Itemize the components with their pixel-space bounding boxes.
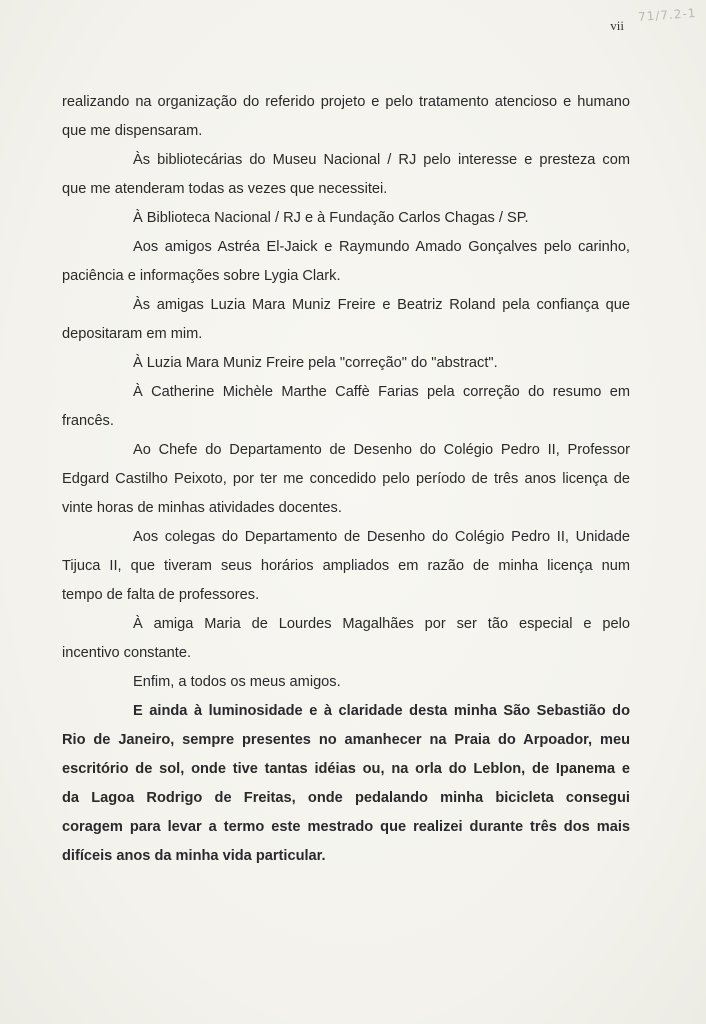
text-line: vinte horas de minhas atividades docentes. (62, 500, 342, 516)
text-line: tempo de falta de professores. (62, 587, 260, 603)
text-line: À Biblioteca Nacional / RJ e à Fundação Carlos Chagas / SP. (133, 210, 529, 226)
text-line: Às bibliotecárias do Museu Nacional / RJ pelo interesse e presteza com (133, 152, 630, 168)
text-line: difíceis anos da minha vida particular. (62, 848, 326, 864)
text-line: escritório de sol, onde tive tantas idéias ou, na orla do Leblon, de Ipanema e (62, 761, 630, 777)
text-line: incentivo constante. (62, 645, 191, 661)
text-line: francês. (62, 413, 114, 429)
page-number: vii (610, 18, 624, 33)
text-line: paciência e informações sobre Lygia Clark. (62, 268, 341, 284)
text-line: E ainda à luminosidade e à claridade desta minha São Sebastião do (133, 703, 630, 719)
text-line: que me atenderam todas as vezes que necessitei. (62, 181, 388, 197)
text-line: À Catherine Michèle Marthe Caffè Farias pela correção do resumo em (133, 384, 630, 400)
text-line: Tijuca II, que tiveram seus horários ampliados em razão de minha licença num (62, 558, 630, 574)
text-line: coragem para levar a termo este mestrado que realizei durante três dos mais (62, 819, 630, 835)
text-line: depositaram em mim. (62, 326, 203, 342)
text-line: realizando na organização do referido projeto e pelo tratamento atencioso e humano (62, 94, 630, 110)
text-line: da Lagoa Rodrigo de Freitas, onde pedalando minha bicicleta consegui (62, 790, 630, 806)
text-line: À amiga Maria de Lourdes Magalhães por ser tão especial e pelo (133, 616, 630, 632)
pencil-annotation: 71/7.2-1 (637, 5, 697, 25)
text-line: À Luzia Mara Muniz Freire pela "correção" do "abstract". (133, 355, 498, 371)
text-line: Aos amigos Astréa El-Jaick e Raymundo Amado Gonçalves pelo carinho, (133, 239, 630, 255)
text-line: Rio de Janeiro, sempre presentes no amanhecer na Praia do Arpoador, meu (62, 732, 630, 748)
acknowledgements-text (62, 88, 630, 871)
text-line: que me dispensaram. (62, 123, 203, 139)
text-line: Edgard Castilho Peixoto, por ter me concedido pelo período de três anos licença de (62, 471, 630, 487)
text-line: Aos colegas do Departamento de Desenho do Colégio Pedro II, Unidade (133, 529, 630, 545)
text-line: Às amigas Luzia Mara Muniz Freire e Beatriz Roland pela confiança que (133, 297, 630, 313)
text-line: Enfim, a todos os meus amigos. (133, 674, 341, 690)
text-line: Ao Chefe do Departamento de Desenho do Colégio Pedro II, Professor (133, 442, 630, 458)
